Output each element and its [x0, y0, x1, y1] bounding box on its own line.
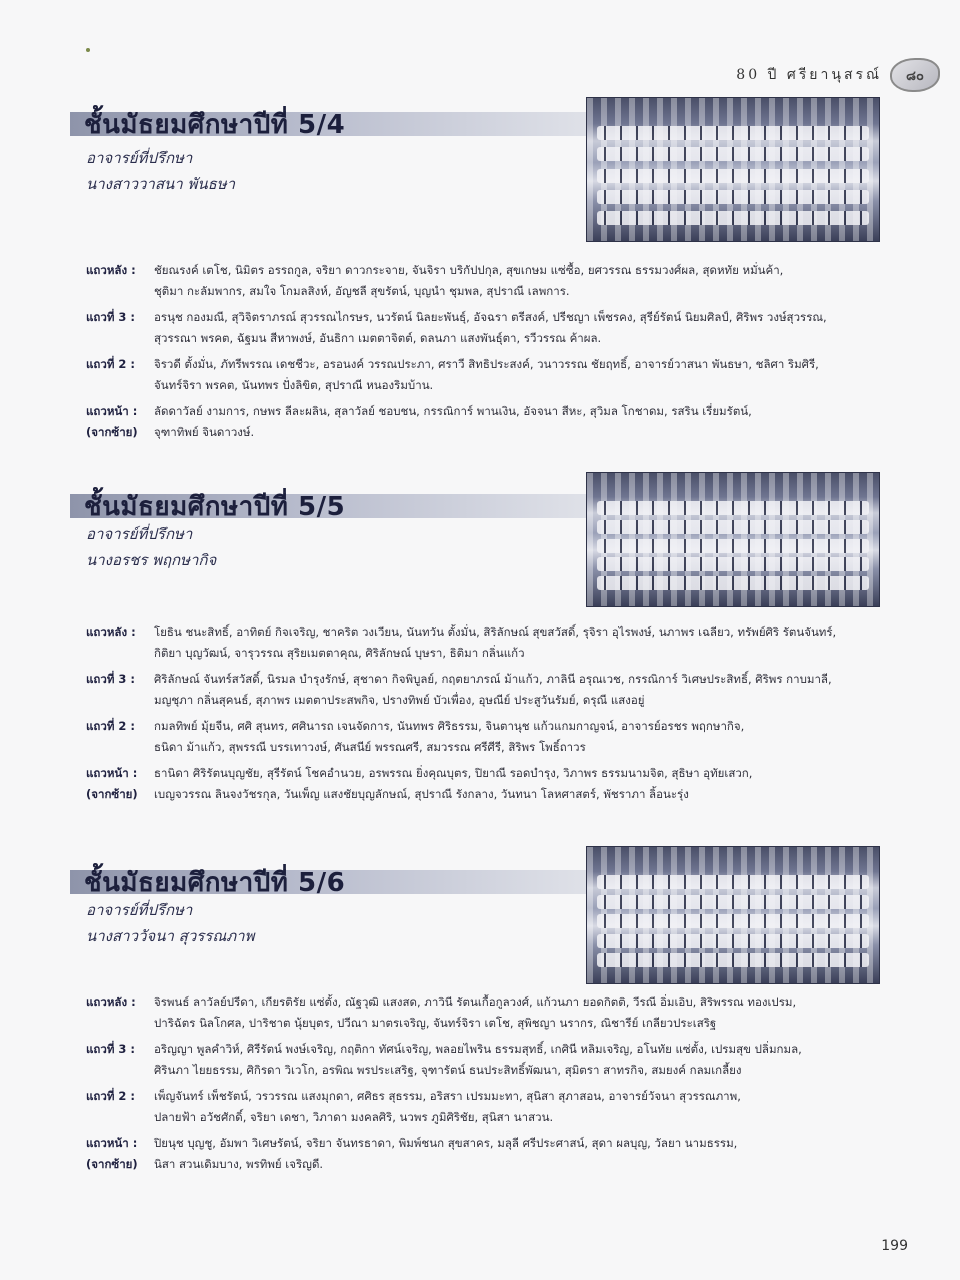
row-back	[86, 622, 906, 664]
class-title: ชั้นมัธยมศึกษาปีที่ 5/5	[84, 492, 346, 522]
class-photo	[586, 97, 880, 242]
seating-rows	[86, 622, 906, 810]
row-names: จิรพนธ์ ลาวัลย์ปรีดา, เกียรติรัย แซ่ตั้ง, ณัฐวุฒิ แสงสด, ภาวินี รัตนเกื้อกูลวงศ์, แก้วนภา ยอดกิตติ, วีรณี อิ่มเอิบ, สิริพรรณ ทองเปรม, ปาริฉัตร นิลโกศล, ปาริชาต นุ้ยบุตร, ปวีณา มาตรเจริญ, จันทร์จิรา เตโช, สุพิชญา นรากร, ณิชารีย์ เกลียวประเสริฐ	[154, 995, 797, 1030]
row-2	[86, 716, 906, 758]
row-names: ธานิดา ศิริรัตนบุญชัย, สุรีรัตน์ โชคอำนวย, อรพรรณ ยิ่งคุณบุตร, ปิยาณี รอดบำรุง, วิภาพร ธรรมนามจิต, สุธิษา อุทัยเสวก, เบญจวรรณ ลินจงวัชรกุล, วันเพ็ญ แสงชัยบุญลักษณ์, สุปราณี รังกลาง, วันทนา โลหศาสตร์, พัชราภา ลิ้อนะรุ่ง	[154, 766, 753, 801]
anniversary-logo-icon: ๘๐	[890, 58, 940, 92]
row-label: แถวหลัง :	[86, 625, 136, 639]
row-names: ปิยนุช บุญชู, อัมพา วิเศษรัตน์, จริยา จันทรธาดา, พิมพ์ชนก สุขสาคร, มลุลี ศรีประศาสน์, สุดา ผลบุญ, วัลยา นามธรรม, นิสา สวนเดิมบาง, พรทิพย์ เจริญดี.	[154, 1136, 738, 1171]
class-title: ชั้นมัธยมศึกษาปีที่ 5/6	[84, 868, 346, 898]
row-names: ศิริลักษณ์ จันทร์สวัสดิ์, นิรมล บำรุงรักษ์, สุชาดา กิจพิบูลย์, กฤตยาภรณ์ ม้าแก้ว, ภาลินี อรุณเวช, กรรณิการ์ วิเศษประสิทธิ์, ศิริพร กาบมาลี, มญชุภา กลิ่นสุคนธ์, สุภาพร เมตตาประสพกิจ, ปรางทิพย์ บัวเพื่อง, อุษณีย์ ประสูวันรัมย์, ดรุณี แสงอยู่	[154, 672, 832, 707]
row-3	[86, 669, 906, 711]
row-label: แถวที่ 2 :	[86, 357, 136, 371]
row-label-sub: (จากซ้าย)	[86, 787, 138, 801]
seating-rows	[86, 260, 906, 448]
photo-rows	[597, 501, 869, 590]
advisor-name: นางสาววัจนา สุวรรณภาพ	[86, 927, 255, 945]
row-back	[86, 992, 906, 1034]
row-label: แถวที่ 3 :	[86, 672, 136, 686]
advisor-name: นางอรชร พฤกษากิจ	[86, 551, 217, 569]
page-header	[736, 58, 940, 92]
row-back	[86, 260, 906, 302]
row-names: อรนุช กองมณี, สุวิจิตราภรณ์ สุวรรณไกรษร, นวรัตน์ นิลยะพันธุ์, อัจฉรา ตรีสงค์, ปรีชญา เพ็ชรคง, สุรีย์รัตน์ นิยมศิลป์, ศิริพร วงษ์สุวรรณ, สุวรรณา พรคต, ฉัฐมน สีหาพงษ์, อันธิกา เมตตาจิตต์, ดลนภา แสงพันธุ์ตา, รวีวรรณ ค้าผล.	[154, 310, 827, 345]
row-label-sub: (จากซ้าย)	[86, 1157, 138, 1171]
row-names: จิรวดี ตั้งมั่น, ภัทรีพรรณ เดชชีวะ, อรอนงค์ วรรณประภา, ศราวี สิทธิประสงค์, วนาวรรณ ชัยฤทธิ์, อาจารย์วาสนา พันธษา, ชลิศา ริมศิรี, จันทร์จิรา พรคต, นันทพร ปั่งลิขิต, สุปราณี หนองริมบ้าน.	[154, 357, 819, 392]
row-front	[86, 1133, 906, 1175]
seating-rows	[86, 992, 906, 1180]
row-names: เพ็ญจันทร์ เพ็ชรัตน์, วรวรรณ แสงมุกดา, ศศิธร สุธรรม, อริสรา เปรมมะทา, สุนิสา สุภาสอน, อาจารย์วัจนา สุวรรณภาพ, ปลายฟ้า อวัชศักดิ์, จริยา เดชา, วิภาดา มงคลศิริ, นวพร ภูมิศิริชัย, สุนิสา นาสวน.	[154, 1089, 741, 1124]
class-title: ชั้นมัธยมศึกษาปีที่ 5/4	[84, 110, 346, 140]
row-2	[86, 1086, 906, 1128]
class-photo	[586, 472, 880, 607]
photo-rows	[597, 875, 869, 967]
row-3	[86, 307, 906, 349]
row-3	[86, 1039, 906, 1081]
row-label: แถวหลัง :	[86, 263, 136, 277]
row-names: ลัดดาวัลย์ งามการ, กษพร ลีละผลิน, สุลาวัลย์ ชอบชน, กรรณิการ์ พานเงิน, อัจจนา สีหะ, สุวิมล โกชาดม, รสริน เรี่ยมรัตน์, จุฑาทิพย์ จินดาวงษ์.	[154, 404, 752, 439]
row-label: แถวที่ 2 :	[86, 1089, 136, 1103]
row-names: โยธิน ชนะสิทธิ์, อาทิตย์ กิจเจริญ, ชาคริต วงเวียน, นันทวัน ตั้งมั่น, สิริลักษณ์ สุขสวัสดิ์, รุจิรา อุไรพงษ์, นภาพร เฉลียว, ทรัพย์ศิริ รัตนจันทร์, กิติยา บุญวัฒน์, จารุวรรณ สุริยเมตตาคุณ, ศิริลักษณ์ บุษรา, ธิติมา กลิ่นแก้ว	[154, 625, 837, 660]
row-label: แถวที่ 3 :	[86, 310, 136, 324]
row-label: แถวที่ 2 :	[86, 719, 136, 733]
row-label: แถวหน้า :	[86, 1136, 138, 1150]
advisor-name: นางสาววาสนา พันธษา	[86, 175, 236, 193]
row-front	[86, 401, 906, 443]
advisor-label: อาจารย์ที่ปรึกษา	[86, 149, 193, 167]
row-names: ชัยณรงค์ เตโช, นิมิตร อรรถกูล, จริยา ดาวกระจาย, จันจิรา บริกัปปกุล, สุขเกษม แซ่ซื้อ, ยศวรรณ ธรรมวงศ์ผล, สุดหทัย หมั่นค้า, ชุติมา กะลัมพากร, สมใจ โกมลสิงห์, อัญชลี สุขรัตน์, บุญนำ ชุมพล, สุปราณี เลพการ.	[154, 263, 784, 298]
row-names: กมลทิพย์ มุ้ยจีน, ศศิ สุนทร, ศศินารถ เจนจัดการ, นันทพร ศิริธรรม, จินตานุช แก้วแกมกาญจน์, อาจารย์อรชร พฤกษากิจ, ธนิดา ม้าแก้ว, สุพรรณี บรรเทาวงษ์, ศันสนีย์ พรรณศรี, สมวรรณ ศรีศีรี, สิริพร โพธิ์ถาวร	[154, 719, 745, 754]
header-title: 80 ปี ศรียานุสรณ์	[736, 67, 882, 83]
row-label: แถวหน้า :	[86, 404, 138, 418]
row-names: อริญญา พูลคำวิห์, ศิรีรัตน์ พงษ์เจริญ, กฤติกา ทัศน์เจริญ, พลอยไพริน ธรรมสุทธิ์, เกศินี หลิมเจริญ, อโนทัย แซ่ตั้ง, เปรมสุข ปลิ่มกมล, ศิรินภา ไยยธรรม, ศิกิรดา วิเวโก, อรพิณ พรประเสริฐ, จุฑารัตน์ ธนประสิทธิ์พัฒนา, สุมิตรา สาทรกิจ, สมยงค์ กลมเกลี้ยง	[154, 1042, 802, 1077]
row-label-sub: (จากซ้าย)	[86, 425, 138, 439]
class-photo	[586, 846, 880, 984]
row-label: แถวหลัง :	[86, 995, 136, 1009]
speck-mark	[86, 48, 90, 52]
row-label: แถวที่ 3 :	[86, 1042, 136, 1056]
photo-rows	[597, 126, 869, 225]
row-label: แถวหน้า :	[86, 766, 138, 780]
row-front	[86, 763, 906, 805]
page-number: 199	[881, 1238, 908, 1254]
row-2	[86, 354, 906, 396]
advisor-label: อาจารย์ที่ปรึกษา	[86, 525, 193, 543]
advisor-label: อาจารย์ที่ปรึกษา	[86, 901, 193, 919]
